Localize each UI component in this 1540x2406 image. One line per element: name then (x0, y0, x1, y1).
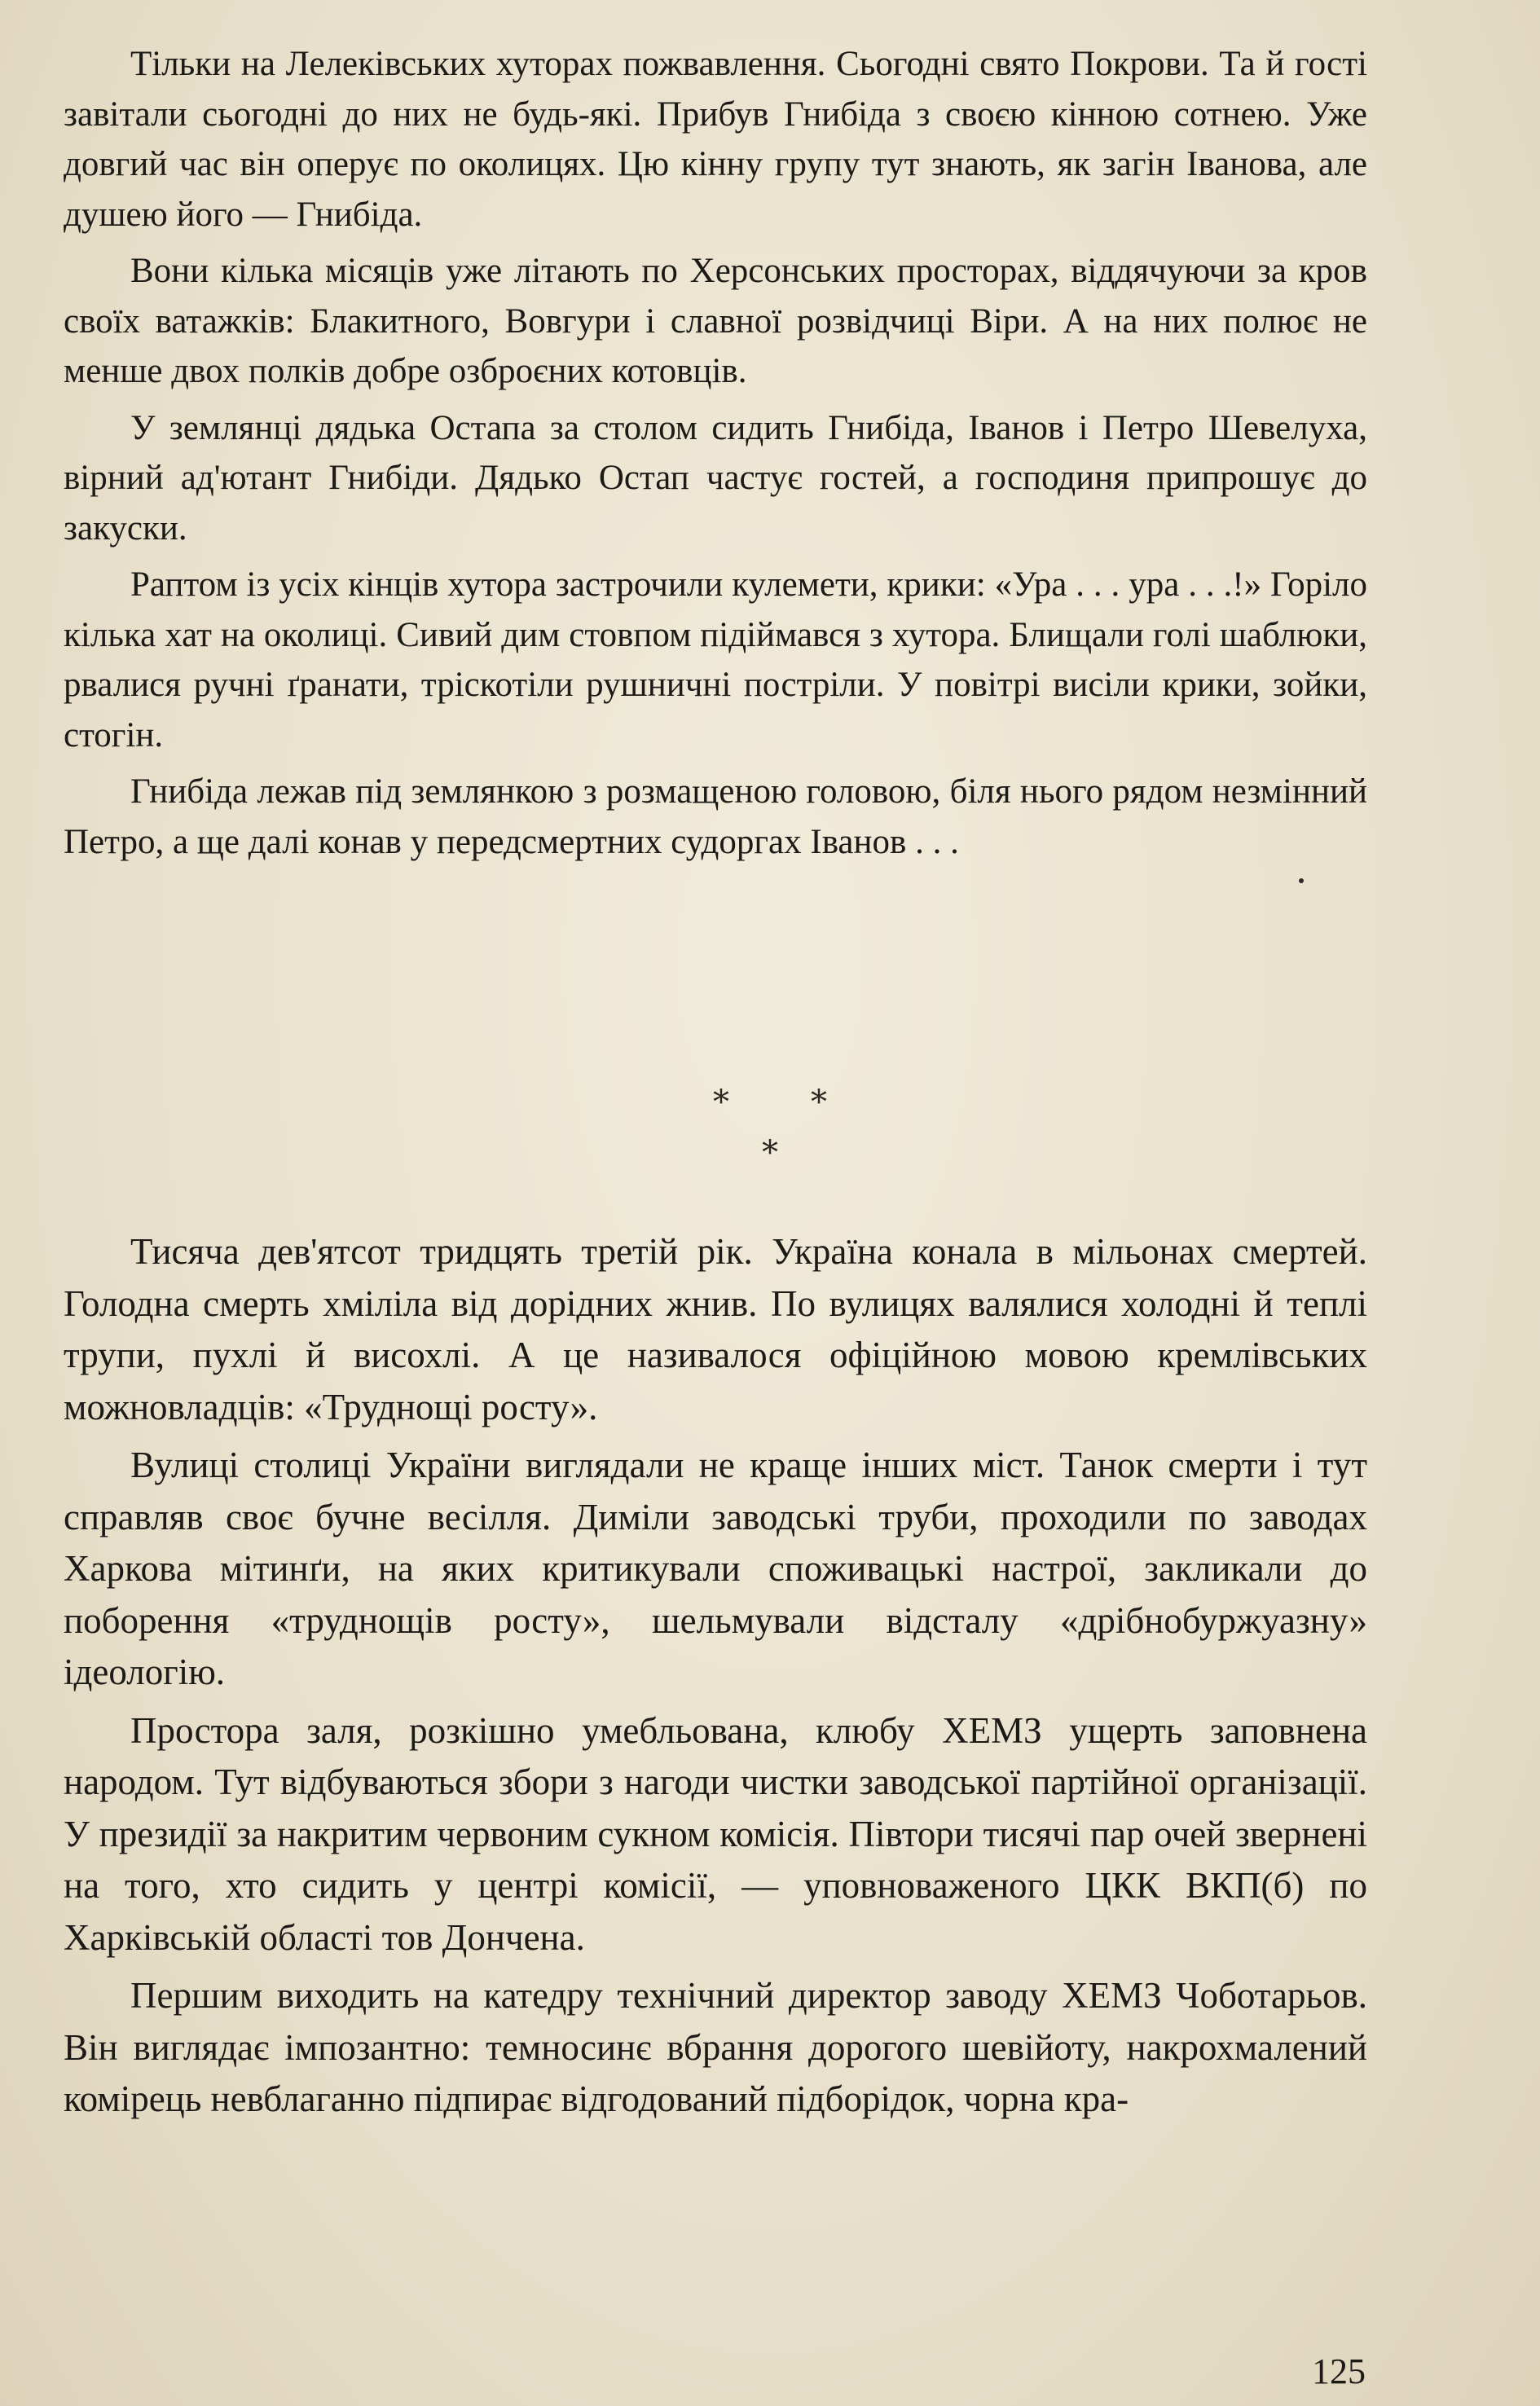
paragraph: Простора заля, розкішно умебльована, клюбу ХЕМЗ ущерть заповнена народом. Тут відбуваються збори з нагоди чистки заводської партійної організації. У президії за накритим червоним сукном комісія. Півтори тисячі пар очей звернені на того, хто сидить у центрі комісії, — уповноваженого ЦКК ВКП(б) по Харківській області тов Дончена. (64, 1709, 1367, 1958)
section-separator-bottom (0, 1134, 1540, 1172)
asterisk: * (713, 1084, 729, 1121)
paragraph: У землянці дядька Остапа за столом сидить Гнибіда, Іванов і Петро Шевелуха, вірний ад'ютант Гнибіди. Дядько Остап частує гостей, а господиня припрошує до закуски. (64, 408, 1367, 548)
paragraph: Тисяча дев'ятсот тридцять третій рік. Україна конала в мільонах смертей. Голодна смерть хміліла від дорідних жнив. По вулицях валялися холодні й теплі трупи, пухлі й висохлі. А це називалося офіційною мовою кремлівських можновладців: «Труднощі росту». (64, 1231, 1367, 1427)
asterisk: * (811, 1084, 827, 1121)
asterisk: * (762, 1134, 778, 1172)
paragraph: Тільки на Лелеківських хуторах пожвавлення. Сьогодні свято Покрови. Та й гості завітали сьогодні до них не будь-які. Прибув Гнибіда з своєю кінною сотнею. Уже довгий час він оперує по околицях. Цю кінну групу тут знають, як загін Іванова, але душею його — Гнибіда. (64, 45, 1367, 234)
paragraph: Вони кілька місяців уже літають по Херсонських просторах, віддячуючи за кров своїх ватажків: Блакитного, Вовгури і славної розвідчиці Віри. А на них полює не менше двох полків добре озброєних котовців. (64, 252, 1367, 390)
paragraph: Вулиці столиці України виглядали не краще інших міст. Танок смерти і тут справляв своє бучне весілля. Диміли заводські труби, проходили по заводах Харкова мітинґи, на яких критикували споживацькі настрої, закликали до поборення «труднощів росту», шельмували відсталу «дрібнобуржуазну» ідеологію. (64, 1445, 1367, 1692)
text-section-bottom (64, 1226, 1367, 2132)
paragraph: Гнибіда лежав під землянкою з розмащеною головою, біля нього рядом незмінний Петро, а ще далі конав у передсмертних судоргах Іванов . . . (64, 772, 1367, 861)
text-section-top (64, 39, 1367, 873)
paragraph: Першим виходить на катедру технічний директор заводу ХЕМЗ Чоботарьов. Він виглядає імпозантно: темносинє вбрання дорогого шевійоту, накрохмалений комірець невблаганно підпирає відгодований підборідок, чорна кра- (64, 1975, 1367, 2119)
section-separator-top (0, 1084, 1540, 1121)
page-number: 125 (1312, 2351, 1366, 2391)
paragraph: Раптом із усіх кінців хутора застрочили кулемети, крики: «Ура . . . ура . . .!» Горіло кілька хат на околиці. Сивий дим стовпом підіймався з хутора. Блищали голі шаблюки, рвалися ручні ґранати, тріскотіли рушничні постріли. У повітрі висіли крики, зойки, стогін. (64, 565, 1367, 754)
ink-speck (1299, 878, 1304, 883)
